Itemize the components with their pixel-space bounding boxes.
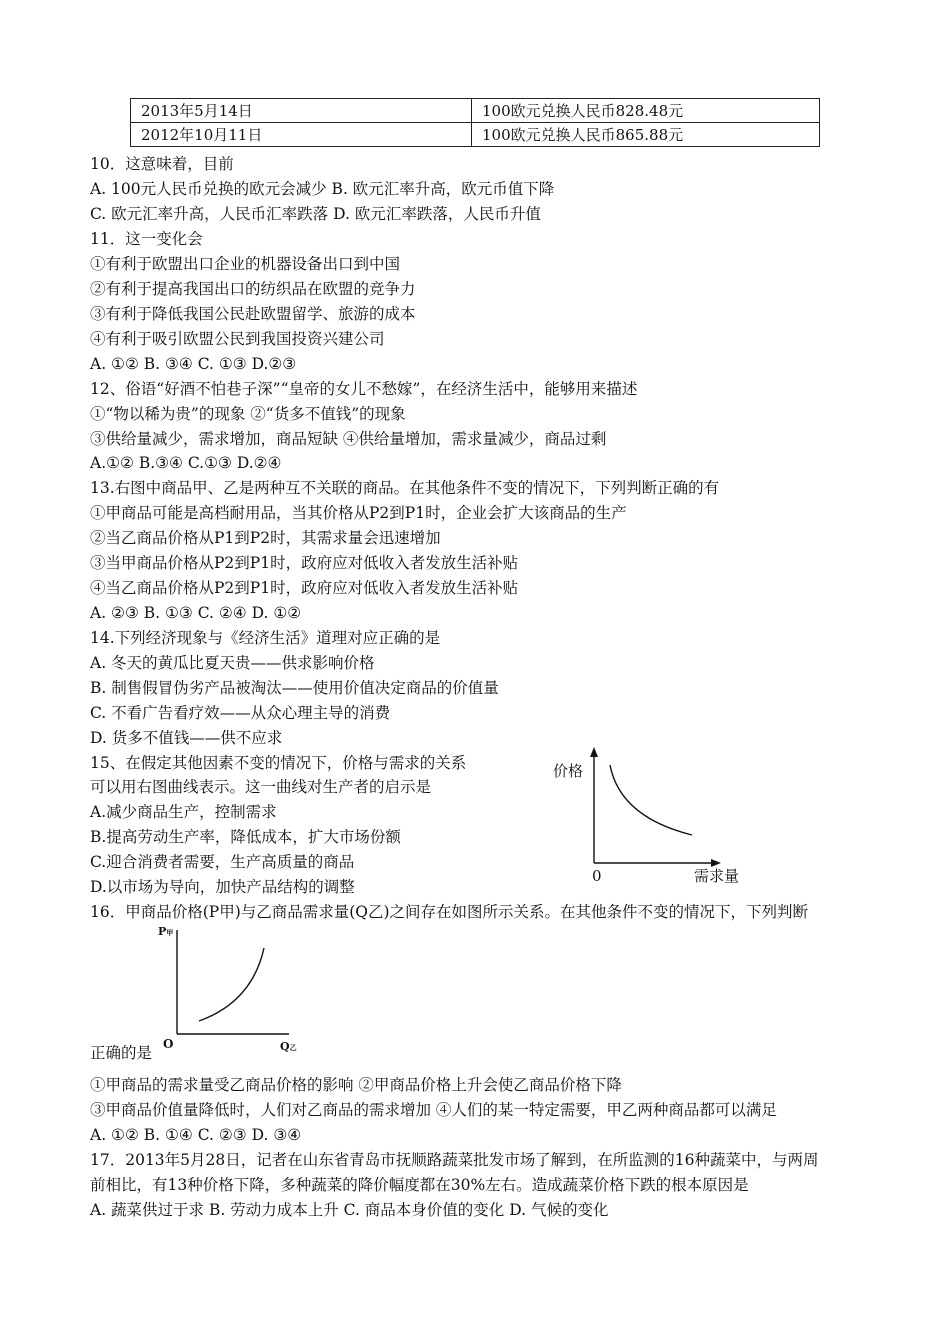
q15-option-d: D.以市场为导向，加快产品结构的调整 bbox=[90, 878, 355, 896]
exchange-rate-table bbox=[130, 98, 820, 147]
q11-statement-4: ④有利于吸引欧盟公民到我国投资兴建公司 bbox=[90, 330, 385, 348]
q15-y-axis-arrow bbox=[590, 747, 598, 757]
q13-options: A. ②③ B. ①③ C. ②④ D. ①② bbox=[90, 604, 302, 622]
q14-stem: 14.下列经济现象与《经济生活》道理对应正确的是 bbox=[90, 629, 441, 647]
q13-statement-4: ④当乙商品价格从P2到P1时，政府应对低收入者发放生活补贴 bbox=[90, 579, 519, 597]
q11-statement-2: ②有利于提高我国出口的纺织品在欧盟的竞争力 bbox=[90, 280, 416, 298]
q15-x-axis-arrow bbox=[711, 859, 721, 867]
q16-x-label-q: Q bbox=[280, 1040, 290, 1053]
q16-y-label-sub: 甲 bbox=[166, 928, 174, 937]
q10-stem: 10．这意味着，目前 bbox=[90, 155, 234, 173]
q11-options: A. ①② B. ③④ C. ①③ D.②③ bbox=[90, 355, 297, 373]
q16-options: A. ①② B. ①④ C. ②③ D. ③④ bbox=[90, 1126, 302, 1144]
q10-options-cd: C. 欧元汇率升高，人民币汇率跌落 D. 欧元汇率跌落，人民币升值 bbox=[90, 205, 541, 223]
q16-stem-end: 正确的是 bbox=[90, 1044, 153, 1062]
table-cell-date: 2013年5月14日 bbox=[131, 99, 472, 123]
table-cell-rate: 100欧元兑换人民币865.88元 bbox=[472, 123, 820, 147]
q15-x-label: 需求量 bbox=[694, 867, 740, 885]
q17-stem-1: 17．2013年5月28日，记者在山东省青岛市抚顺路蔬菜批发市场了解到，在所监测的16种蔬菜中，与两周 bbox=[90, 1151, 819, 1169]
q15-option-b: B.提高劳动生产率，降低成本，扩大市场份额 bbox=[90, 828, 401, 846]
q16-x-label-sub: 乙 bbox=[289, 1043, 297, 1052]
q16-statements-12: ①甲商品的需求量受乙商品价格的影响 ②甲商品价格上升会使乙商品价格下降 bbox=[90, 1076, 622, 1094]
q14-option-b: B. 制售假冒伪劣产品被淘汰——使用价值决定商品的价值量 bbox=[90, 679, 499, 697]
q15-origin-label: 0 bbox=[592, 867, 602, 885]
q16-price-demand-diagram bbox=[152, 922, 312, 1052]
q17-stem-2: 前相比，有13种价格下降，多种蔬菜的降价幅度都在30%左右。造成蔬菜价格下跌的根本原因是 bbox=[90, 1176, 749, 1194]
q16-origin-label: O bbox=[163, 1037, 174, 1051]
table-cell-date: 2012年10月11日 bbox=[131, 123, 472, 147]
q13-statement-1: ①甲商品可能是高档耐用品，当其价格从P2到P1时，企业会扩大该商品的生产 bbox=[90, 504, 627, 522]
q16-x-label bbox=[280, 1040, 297, 1053]
q15-stem-2: 可以用右图曲线表示。这一曲线对生产者的启示是 bbox=[90, 778, 432, 796]
q12-stem: 12、俗语“好酒不怕巷子深”“皇帝的女儿不愁嫁”，在经济生活中，能够用来描述 bbox=[90, 380, 638, 398]
q14-option-d: D. 货多不值钱——供不应求 bbox=[90, 729, 283, 747]
q12-statements-34: ③供给量减少，需求增加，商品短缺 ④供给量增加，需求量减少，商品过剩 bbox=[90, 430, 607, 448]
q15-stem-1: 15、在假定其他因素不变的情况下，价格与需求的关系 bbox=[90, 754, 467, 772]
q13-statement-3: ③当甲商品价格从P2到P1时，政府应对低收入者发放生活补贴 bbox=[90, 554, 519, 572]
q15-option-c: C.迎合消费者需要，生产高质量的商品 bbox=[90, 853, 355, 871]
q15-demand-curve-diagram bbox=[550, 745, 770, 890]
q14-option-c: C. 不看广告看疗效——从众心理主导的消费 bbox=[90, 704, 391, 722]
q15-demand-curve bbox=[610, 765, 692, 835]
q14-option-a: A. 冬天的黄瓜比夏天贵——供求影响价格 bbox=[90, 654, 375, 672]
q16-y-label-p: P bbox=[158, 925, 167, 938]
q12-options: A.①② B.③④ C.①③ D.②④ bbox=[90, 454, 282, 472]
q16-relationship-curve bbox=[199, 948, 264, 1021]
q17-options: A. 蔬菜供过于求 B. 劳动力成本上升 C. 商品本身价值的变化 D. 气候的变化 bbox=[90, 1201, 609, 1219]
q16-stem: 16．甲商品价格(P甲)与乙商品需求量(Q乙)之间存在如图所示关系。在其他条件不变的情况下，下列判断 bbox=[90, 903, 809, 921]
table-row bbox=[131, 123, 820, 147]
table-cell-rate: 100欧元兑换人民币828.48元 bbox=[472, 99, 820, 123]
q15-y-label: 价格 bbox=[553, 762, 584, 780]
q13-statement-2: ②当乙商品价格从P1到P2时，其需求量会迅速增加 bbox=[90, 529, 441, 547]
q11-stem: 11．这一变化会 bbox=[90, 230, 203, 248]
q11-statement-3: ③有利于降低我国公民赴欧盟留学、旅游的成本 bbox=[90, 305, 416, 323]
q15-option-a: A.减少商品生产，控制需求 bbox=[90, 803, 277, 821]
table-row bbox=[131, 99, 820, 123]
q11-statement-1: ①有利于欧盟出口企业的机器设备出口到中国 bbox=[90, 255, 401, 273]
q12-statements-12: ①“物以稀为贵”的现象 ②“货多不值钱”的现象 bbox=[90, 405, 406, 423]
q16-y-label bbox=[158, 925, 173, 938]
q13-stem: 13.右图中商品甲、乙是两种互不关联的商品。在其他条件不变的情况下，下列判断正确的有 bbox=[90, 479, 720, 497]
q16-statements-34: ③甲商品价值量降低时，人们对乙商品的需求增加 ④人们的某一特定需要，甲乙两种商品都可以满足 bbox=[90, 1101, 777, 1119]
q10-options-ab: A. 100元人民币兑换的欧元会减少 B. 欧元汇率升高，欧元币值下降 bbox=[90, 180, 555, 198]
